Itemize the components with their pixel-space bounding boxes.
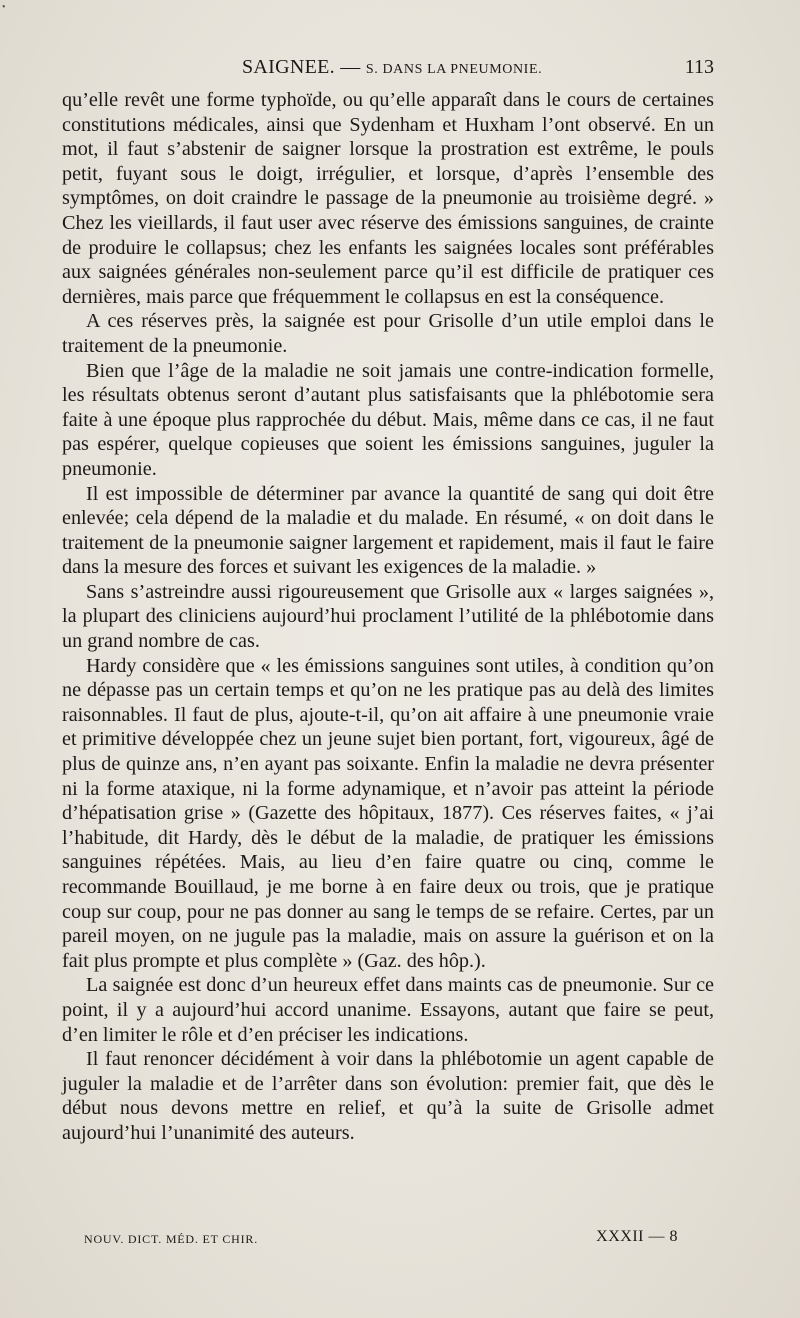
- footer-signature: XXXII — 8: [596, 1228, 678, 1245]
- paragraph-8: Il faut renoncer décidément à voir dans la phlébotomie un agent capable de juguler la maladie et de l’arrêter dans son évolution: premier fait, que dès le début nous devons mettre en relief, et qu’à la suite de Grisolle admet aujourd’hui l’unanimité des auteurs.: [62, 1048, 714, 1144]
- body-text: [62, 88, 714, 1146]
- paragraph-4: Il est impossible de déterminer par avance la quantité de sang qui doit être enlevée; cela dépend de la maladie et du malade. En résumé, « on doit dans le traitement de la pneumonie saigner largement et rapidement, mais il faut le faire dans la mesure des forces et suivant les exigences de la maladie. »: [62, 482, 714, 579]
- header-title-main: SAIGNEE. —: [242, 56, 361, 78]
- paragraph-6: Hardy considère que « les émissions sanguines sont utiles, à condition qu’on ne dépasse pas un certain temps et qu’on ne les pratique pas au delà des limites raisonnables. Il faut de plus, ajoute-t-il, qu’on ait affaire à une pneumonie vraie et primitive développée chez un jeune sujet bien portant, fort, vigoureux, âgé de plus de quinze ans, n’en ayant pas soixante. Enfin la maladie ne devra présenter ni la forme ataxique, ni la forme adynamique, et n’avoir pas atteint la période d’hépatisation grise » (Gazette des hôpitaux, 1877). Ces réserves faites, « j’ai l’habitude, dit Hardy, dès le début de la maladie, de pratiquer les émissions sanguines répétées. Mais, au lieu d’en faire quatre ou cinq, comme le recommande Bouillaud, je me borne à en faire deux ou trois, que je pratique coup sur coup, pour ne pas donner au sang le temps de se refaire. Certes, par un pareil moyen, on ne jugule pas la maladie, mais on assure la guérison et on la fait plus prompte et plus complète » (Gaz. des hôp.).: [62, 654, 714, 972]
- running-header: [62, 56, 714, 86]
- paragraph-7: La saignée est donc d’un heureux effet dans maints cas de pneumonie. Sur ce point, il y a aujourd’hui accord unanime. Essayons, autant que faire se peut, d’en limiter le rôle et d’en préciser les indications.: [62, 974, 714, 1046]
- paragraph-5: Sans s’astreindre aussi rigoureusement que Grisolle aux « larges saignées », la plupart des cliniciens aujourd’hui proclament l’utilité de la phlébotomie dans un grand nombre de cas.: [62, 580, 714, 653]
- footer-publication: NOUV. DICT. MÉD. ET CHIR.: [84, 1232, 259, 1246]
- paragraph-1: qu’elle revêt une forme typhoïde, ou qu’elle apparaît dans le cours de certaines constitutions médicales, ainsi que Sydenham et Huxham l’ont observé. En un mot, il faut s’abstenir de saigner lorsque la prostration est extrême, le pouls petit, fuyant sous le doigt, irrégulier, et lorsque, d’après l’ensemble des symptômes, on doit craindre le passage de la pneumonie au troisième degré. » Chez les vieillards, il faut user avec réserve des émissions sanguines, de crainte de produire le collapsus; chez les enfants les saignées locales sont préférables aux saignées générales non-seulement parce qu’il est difficile de pratiquer ces dernières, mais parce que fréquemment le collapsus en est la conséquence.: [62, 89, 714, 308]
- header-title-sub: S. DANS LA PNEUMONIE.: [365, 62, 543, 77]
- paragraph-3: Bien que l’âge de la maladie ne soit jamais une contre-indication formelle, les résultats obtenus seront d’autant plus satisfaisants que la phlébotomie sera faite à une époque plus rapprochée du début. Mais, même dans ce cas, il ne faut pas espérer, quelque copieuses que soient les émissions sanguines, juguler la pneumonie.: [62, 359, 714, 480]
- paragraph-2: A ces réserves près, la saignée est pour Grisolle d’un utile emploi dans le traitement de la pneumonie.: [62, 310, 714, 357]
- corner-mark: •: [2, 2, 6, 13]
- header-title: [242, 56, 542, 79]
- page-footer: [62, 1228, 714, 1252]
- page-number: 113: [684, 56, 714, 78]
